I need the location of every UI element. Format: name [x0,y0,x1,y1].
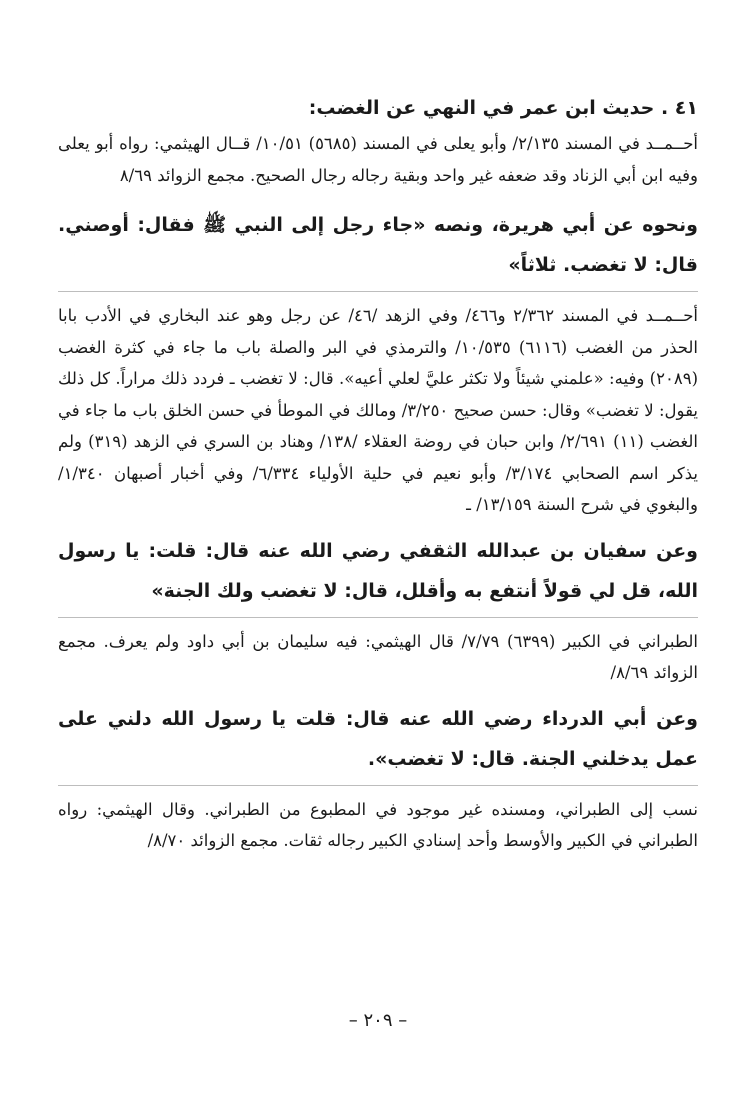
section-divider [58,617,698,618]
section-heading-abu-hurayra: ونحوه عن أبي هريرة، ونصه «جاء رجل إلى النبي ﷺ فقال: أوصني. قال: لا تغضب. ثلاثاً» [58,214,698,276]
section-heading-abu-darda: وعن أبي الدرداء رضي الله عنه قال: قلت يا رسول الله دلني على عمل يدخلني الجنة. قال: لا تغضب». [58,707,698,770]
section-divider [58,291,698,292]
section-spacer [58,521,698,531]
page-number: – ٢٠٩ – [348,1010,408,1031]
section-body-abu-hurayra: أحــمــد في المسند ٢/٣٦٢ و٤٦٦/ وفي الزهد /٤٦/ عن رجل وهو عند البخاري في الأدب بابا الحذر من الغضب (٦١١٦) ١٠/٥٣٥/ والترمذي في البر والصلة باب ما جاء في كثرة الغضب (٢٠٨٩) وفيه: «علمني شيئاً ولا تكثر عليَّ لعلي أعيه». قال: لا تغضب ـ فردد ذلك مراراً. كل ذلك يقول: لا تغضب» وقال: حسن صحيح ٣/٢٥٠/ ومالك في الموطأ في حسن الخلق باب ما جاء في الغضب (١١) ٢/٦٩١/ وابن حبان في روضة العقلاء /١٣٨/ وهناد بن السري في الزهد (٣١٩) ولم يذكر اسم الصحابي ٣/١٧٤/ وأبو نعيم في حلية الأولياء ٦/٣٣٤/ وفي أخبار أصبهان ١/٣٤٠/ والبغوي في شرح السنة ١٣/١٥٩/ ـ [58,306,699,514]
section-spacer [58,689,698,699]
section-body-abu-darda: نسب إلى الطبراني، ومسنده غير موجود في المطبوع من الطبراني. وقال الهيثمي: رواه الطبراني في الكبير والأوسط وأحد إسنادي الكبير رجاله ثقات. مجمع الزوائد ٨/٧٠/ [58,799,698,850]
section-body-ibn-umar: أحــمــد في المسند ٢/١٣٥/ وأبو يعلى في المسند (٥٦٨٥) ١٠/٥١/ قــال الهيثمي: رواه أبو يعلى وفيه ابن أبي الزناد وقد ضعفه غير واحد وبقية رجاله رجال الصحيح. مجمع الزوائد ٨/٦٩ [58,134,698,185]
section-heading-sufyan: وعن سفيان بن عبدالله الثقفي رضي الله عنه قال: قلت: يا رسول الله، قل لي قولاً أنتفع به وأقلل، قال: لا تغضب ولك الجنة» [58,539,698,602]
section-heading-ibn-umar: ٤١ . حديث ابن عمر في النهي عن الغضب: [308,97,698,119]
section-spacer [58,191,698,205]
section-divider [58,785,698,786]
section-body-sufyan: الطبراني في الكبير (٦٣٩٩) ٧/٧٩/ قال الهيثمي: فيه سليمان بن أبي داود ولم يعرف. مجمع الزوائد ٨/٦٩/ [58,631,698,682]
